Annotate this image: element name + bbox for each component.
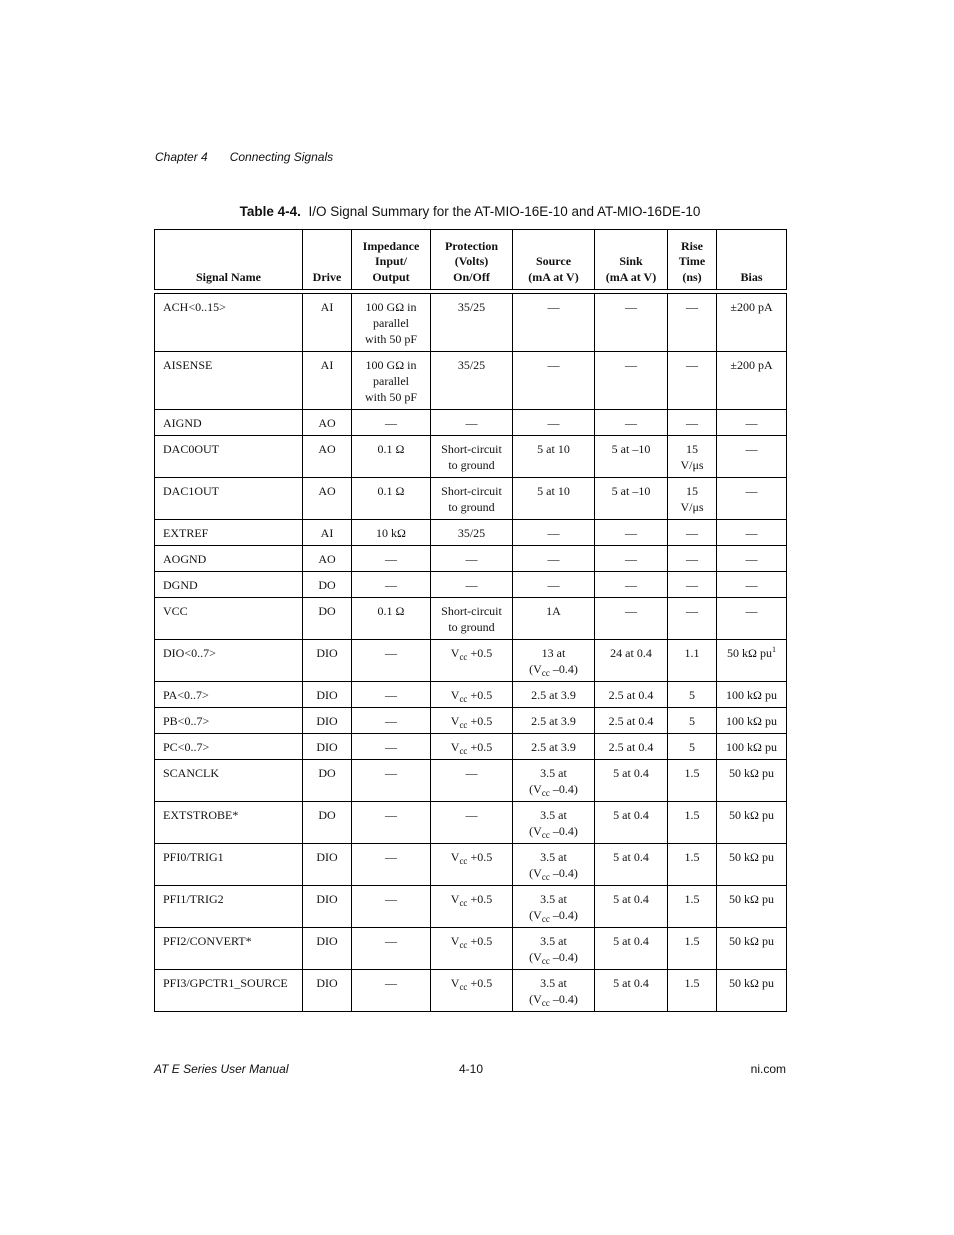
cell-source: — — [513, 294, 595, 352]
cell-sink: — — [595, 598, 668, 640]
cell-impedance: — — [352, 572, 431, 598]
subscript-cc: cc — [459, 856, 468, 866]
cell-signal-name: AIGND — [155, 410, 303, 436]
section-title: Connecting Signals — [229, 150, 334, 164]
cell-protection: $V_{cc} +0.5$ — [431, 886, 513, 928]
table-row — [155, 886, 787, 928]
cell-rise-time: — — [668, 352, 717, 410]
cell-rise-time: 1.5 — [668, 928, 717, 970]
running-header — [155, 150, 333, 164]
table-row — [155, 294, 787, 352]
io-signal-table — [154, 229, 787, 1012]
cell-protection: Short-circuit to ground — [431, 598, 513, 640]
cell-rise-time: 15 V/μs — [668, 436, 717, 478]
cell-bias: 50 kΩ pu — [717, 760, 787, 802]
cell-rise-time: — — [668, 572, 717, 598]
cell-drive: DO — [303, 760, 352, 802]
cell-signal-name: PFI2/CONVERT* — [155, 928, 303, 970]
cell-impedance: 10 kΩ — [352, 520, 431, 546]
table-row — [155, 572, 787, 598]
footer-manual-title: AT E Series User Manual — [154, 1062, 289, 1076]
cell-protection: Short-circuit to ground — [431, 436, 513, 478]
cell-rise-time: 5 — [668, 682, 717, 708]
cell-source: 2.5 at 3.9 — [513, 708, 595, 734]
cell-impedance: — — [352, 410, 431, 436]
cell-protection: Short-circuit to ground — [431, 478, 513, 520]
cell-sink: — — [595, 294, 668, 352]
cell-impedance: — — [352, 546, 431, 572]
cell-sink: 5 at –10 — [595, 478, 668, 520]
cell-drive: AI — [303, 294, 352, 352]
table-number: Table 4-4. — [239, 204, 301, 219]
cell-source: 3.5 at ($V_{cc}$ –0.4) — [513, 886, 595, 928]
table-row — [155, 598, 787, 640]
cell-signal-name: VCC — [155, 598, 303, 640]
cell-impedance: — — [352, 760, 431, 802]
cell-protection: — — [431, 760, 513, 802]
subscript-cc: cc — [541, 914, 550, 924]
cell-impedance: 100 GΩ in parallel with 50 pF — [352, 352, 431, 410]
cell-rise-time: 5 — [668, 708, 717, 734]
cell-bias: ±200 pA — [717, 352, 787, 410]
table-row — [155, 734, 787, 760]
cell-bias: ±200 pA — [717, 294, 787, 352]
cell-impedance: 0.1 Ω — [352, 478, 431, 520]
table-row — [155, 682, 787, 708]
cell-protection: $V_{cc} +0.5$ — [431, 928, 513, 970]
cell-impedance: — — [352, 970, 431, 1012]
cell-source: 3.5 at ($V_{cc}$ –0.4) — [513, 928, 595, 970]
table-row — [155, 478, 787, 520]
cell-signal-name: ACH<0..15> — [155, 294, 303, 352]
column-header-drive: Drive — [303, 230, 352, 290]
cell-source: — — [513, 410, 595, 436]
cell-sink: 5 at 0.4 — [595, 886, 668, 928]
cell-bias: 100 kΩ pu — [717, 682, 787, 708]
table-row — [155, 760, 787, 802]
cell-source: 5 at 10 — [513, 436, 595, 478]
cell-sink: 5 at 0.4 — [595, 970, 668, 1012]
cell-source: 5 at 10 — [513, 478, 595, 520]
column-header-source: Source (mA at V) — [513, 230, 595, 290]
cell-signal-name: PFI3/GPCTR1_SOURCE — [155, 970, 303, 1012]
column-header-protection: Protection (Volts) On/Off — [431, 230, 513, 290]
table-row — [155, 970, 787, 1012]
subscript-cc: cc — [541, 956, 550, 966]
cell-signal-name: PA<0..7> — [155, 682, 303, 708]
cell-protection: $V_{cc} +0.5$ — [431, 708, 513, 734]
cell-impedance: 100 GΩ in parallel with 50 pF — [352, 294, 431, 352]
table-row — [155, 520, 787, 546]
cell-impedance: — — [352, 682, 431, 708]
cell-sink: — — [595, 572, 668, 598]
cell-rise-time: — — [668, 520, 717, 546]
cell-bias: 50 kΩ pu — [717, 928, 787, 970]
column-header-impedance: Impedance Input/ Output — [352, 230, 431, 290]
cell-rise-time: 1.5 — [668, 844, 717, 886]
subscript-cc: cc — [541, 830, 550, 840]
cell-impedance: — — [352, 802, 431, 844]
column-header-rise-time: Rise Time (ns) — [668, 230, 717, 290]
cell-bias: — — [717, 478, 787, 520]
cell-rise-time: 1.5 — [668, 970, 717, 1012]
cell-sink: 5 at –10 — [595, 436, 668, 478]
subscript-cc: cc — [459, 652, 468, 662]
cell-rise-time: — — [668, 546, 717, 572]
cell-signal-name: EXTREF — [155, 520, 303, 546]
table-header-row — [155, 230, 787, 290]
cell-drive: DIO — [303, 844, 352, 886]
cell-bias: — — [717, 410, 787, 436]
cell-signal-name: DGND — [155, 572, 303, 598]
subscript-cc: cc — [459, 940, 468, 950]
cell-protection: — — [431, 572, 513, 598]
table-row — [155, 352, 787, 410]
cell-drive: AI — [303, 520, 352, 546]
cell-protection: $V_{cc} +0.5$ — [431, 844, 513, 886]
cell-source: — — [513, 572, 595, 598]
cell-impedance: 0.1 Ω — [352, 598, 431, 640]
subscript-cc: cc — [459, 694, 468, 704]
cell-bias: — — [717, 546, 787, 572]
cell-impedance: — — [352, 734, 431, 760]
cell-rise-time: — — [668, 410, 717, 436]
cell-bias: 100 kΩ pu — [717, 734, 787, 760]
table-row — [155, 410, 787, 436]
table-row — [155, 436, 787, 478]
cell-drive: DIO — [303, 928, 352, 970]
cell-drive: DO — [303, 802, 352, 844]
cell-protection: 35/25 — [431, 352, 513, 410]
cell-bias: 100 kΩ pu — [717, 708, 787, 734]
cell-bias: 50 kΩ pu — [717, 886, 787, 928]
cell-signal-name: DAC0OUT — [155, 436, 303, 478]
subscript-cc: cc — [541, 668, 550, 678]
cell-source: 3.5 at ($V_{cc}$ –0.4) — [513, 844, 595, 886]
cell-bias: 50 kΩ $pu^1$ — [717, 640, 787, 682]
cell-drive: DIO — [303, 640, 352, 682]
cell-source: 13 at ($V_{cc}$ –0.4) — [513, 640, 595, 682]
table-caption — [0, 204, 940, 219]
cell-bias: — — [717, 572, 787, 598]
subscript-cc: cc — [541, 788, 550, 798]
cell-sink: 2.5 at 0.4 — [595, 708, 668, 734]
cell-bias: 50 kΩ pu — [717, 970, 787, 1012]
cell-drive: DO — [303, 572, 352, 598]
cell-signal-name: AISENSE — [155, 352, 303, 410]
cell-signal-name: EXTSTROBE* — [155, 802, 303, 844]
cell-bias: 50 kΩ pu — [717, 844, 787, 886]
cell-source: 3.5 at ($V_{cc}$ –0.4) — [513, 760, 595, 802]
cell-signal-name: DAC1OUT — [155, 478, 303, 520]
cell-source: 2.5 at 3.9 — [513, 682, 595, 708]
column-header-bias: Bias — [717, 230, 787, 290]
subscript-cc: cc — [459, 746, 468, 756]
cell-signal-name: SCANCLK — [155, 760, 303, 802]
cell-bias: — — [717, 520, 787, 546]
cell-protection: 35/25 — [431, 294, 513, 352]
cell-impedance: 0.1 Ω — [352, 436, 431, 478]
cell-drive: DIO — [303, 708, 352, 734]
cell-source: 3.5 at ($V_{cc}$ –0.4) — [513, 970, 595, 1012]
cell-sink: 24 at 0.4 — [595, 640, 668, 682]
subscript-cc: cc — [459, 720, 468, 730]
subscript-cc: cc — [459, 982, 468, 992]
cell-protection: — — [431, 546, 513, 572]
cell-protection: — — [431, 410, 513, 436]
cell-source: 2.5 at 3.9 — [513, 734, 595, 760]
chapter-label: Chapter 4 — [155, 150, 208, 164]
subscript-cc: cc — [541, 872, 550, 882]
cell-sink: — — [595, 410, 668, 436]
cell-drive: DIO — [303, 734, 352, 760]
cell-impedance: — — [352, 928, 431, 970]
column-header-signal-name: Signal Name — [155, 230, 303, 290]
table-row — [155, 708, 787, 734]
cell-signal-name: DIO<0..7> — [155, 640, 303, 682]
cell-impedance: — — [352, 640, 431, 682]
cell-rise-time: 1.5 — [668, 802, 717, 844]
cell-rise-time: 1.1 — [668, 640, 717, 682]
cell-drive: DIO — [303, 970, 352, 1012]
cell-sink: 5 at 0.4 — [595, 760, 668, 802]
cell-drive: DO — [303, 598, 352, 640]
cell-source: — — [513, 352, 595, 410]
cell-drive: DIO — [303, 886, 352, 928]
cell-protection: $V_{cc} +0.5$ — [431, 640, 513, 682]
cell-sink: — — [595, 352, 668, 410]
footer-website: ni.com — [750, 1062, 786, 1076]
subscript-cc: cc — [541, 998, 550, 1008]
cell-bias: 50 kΩ pu — [717, 802, 787, 844]
cell-protection: 35/25 — [431, 520, 513, 546]
cell-sink: — — [595, 546, 668, 572]
cell-sink: 2.5 at 0.4 — [595, 734, 668, 760]
cell-sink: 5 at 0.4 — [595, 802, 668, 844]
cell-drive: AO — [303, 478, 352, 520]
cell-bias: — — [717, 598, 787, 640]
subscript-cc: cc — [459, 898, 468, 908]
cell-rise-time: — — [668, 294, 717, 352]
cell-source: — — [513, 546, 595, 572]
cell-rise-time: 1.5 — [668, 760, 717, 802]
cell-drive: AO — [303, 546, 352, 572]
cell-drive: AI — [303, 352, 352, 410]
cell-sink: 2.5 at 0.4 — [595, 682, 668, 708]
cell-drive: AO — [303, 436, 352, 478]
table-row — [155, 640, 787, 682]
cell-signal-name: PC<0..7> — [155, 734, 303, 760]
cell-drive: DIO — [303, 682, 352, 708]
table-row — [155, 802, 787, 844]
page-number: 4-10 — [459, 1062, 484, 1076]
cell-rise-time: 1.5 — [668, 886, 717, 928]
footnote-marker: 1 — [771, 645, 776, 654]
cell-protection: — — [431, 802, 513, 844]
table-row — [155, 928, 787, 970]
cell-sink: 5 at 0.4 — [595, 844, 668, 886]
cell-source: 3.5 at ($V_{cc}$ –0.4) — [513, 802, 595, 844]
cell-protection: $V_{cc} +0.5$ — [431, 682, 513, 708]
cell-sink: — — [595, 520, 668, 546]
cell-protection: $V_{cc} +0.5$ — [431, 734, 513, 760]
cell-rise-time: 5 — [668, 734, 717, 760]
cell-signal-name: PFI1/TRIG2 — [155, 886, 303, 928]
cell-impedance: — — [352, 844, 431, 886]
cell-impedance: — — [352, 886, 431, 928]
cell-signal-name: AOGND — [155, 546, 303, 572]
cell-rise-time: — — [668, 598, 717, 640]
column-header-sink: Sink (mA at V) — [595, 230, 668, 290]
cell-signal-name: PB<0..7> — [155, 708, 303, 734]
cell-signal-name: PFI0/TRIG1 — [155, 844, 303, 886]
table-title: I/O Signal Summary for the AT-MIO-16E-10 and AT-MIO-16DE-10 — [308, 204, 701, 219]
table-row — [155, 844, 787, 886]
cell-source: 1A — [513, 598, 595, 640]
cell-source: — — [513, 520, 595, 546]
cell-impedance: — — [352, 708, 431, 734]
cell-bias: — — [717, 436, 787, 478]
cell-drive: AO — [303, 410, 352, 436]
cell-sink: 5 at 0.4 — [595, 928, 668, 970]
cell-rise-time: 15 V/μs — [668, 478, 717, 520]
table-row — [155, 546, 787, 572]
cell-protection: $V_{cc} +0.5$ — [431, 970, 513, 1012]
